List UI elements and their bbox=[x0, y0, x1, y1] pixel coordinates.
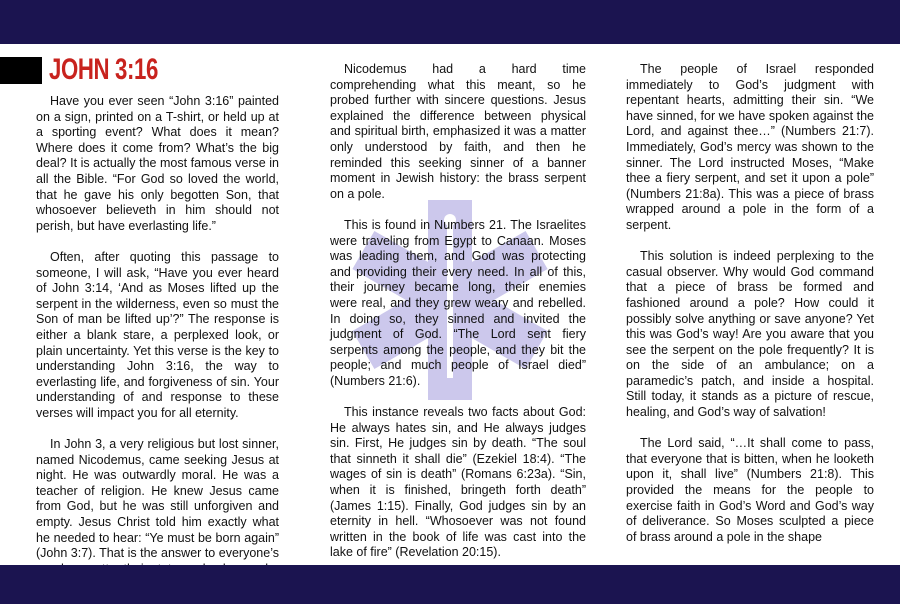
paragraph: The people of Israel responded immediately to God’s judgment with repentant hearts, admitting their sin. “We have sinned, for we have spoken against the Lord, and against thee…” (Numbers 21:7). Immediately, God’s mercy was shown to the sinner. The Lord instructed Moses, “Make thee a fiery serpent, and set it upon a pole” (Numbers 21:8a). This was a piece of brass wrapped around a pole in the form of a serpent. bbox=[626, 62, 874, 232]
paragraph: The Lord said, “…It shall come to pass, that everyone that is bitten, when he looketh upon it, shall live” (Numbers 21:8). This provided the means for the people to exercise faith in God’s Word and God’s way of deliverance. So Moses sculpted a piece of brass around a pole in the shape bbox=[626, 436, 874, 544]
paragraph: Often, after quoting this passage to someone, I will ask, “Have you ever heard of John 3:14, ‘And as Moses lifted up the serpent in the wilderness, even so must the Son of man be lifted up’?” The response is either a blank stare, a perplexed look, or plain uncertainty. Yet this verse is the key to understanding John 3:16, the way to everlasting life, and forgiveness of sin. Your understanding of and response to these verses will impact you for all eternity. bbox=[36, 249, 279, 420]
column-1 bbox=[36, 94, 279, 577]
column-3 bbox=[626, 62, 874, 545]
title-marker-block bbox=[0, 57, 42, 84]
top-band bbox=[0, 0, 900, 44]
paragraph: Nicodemus had a hard time comprehending what this meant, so he probed further with sincere questions. Jesus explained the difference between physical and spiritual birth, emphasized it was a matter only understood by faith, and then he reminded this seeking sinner of a banner moment in Jewish history: the brass serpent on a pole. bbox=[330, 62, 586, 201]
paragraph: Have you ever seen “John 3:16” painted on a sign, printed on a T-shirt, or held up at a sporting event? What does it mean? Where does it come from? What’s the big deal? It is actually the most famous verse in all the Bible. “For God so loved the world, that he gave his only begotten Son, that whosoever believeth in him should not perish, but have everlasting life.” bbox=[36, 94, 279, 233]
paragraph: This is found in Numbers 21. The Israelites were traveling from Egypt to Canaan. Moses was leading them, and God was protecting and providing their every need. In all of this, their journey became long, their enemies were real, and they grew weary and rebelled. In doing so, they sinned and invited the judgment of God. “The Lord sent fiery serpents among the people, and they bit the people; and much people of Israel died” (Numbers 21:6). bbox=[330, 217, 586, 388]
paragraph: In John 3, a very religious but lost sinner, named Nicodemus, came seeking Jesus at night. He was outwardly moral. He was a teacher of religion. He knew Jesus came from God, but he was still unforgiven and empty. Jesus Christ told him exactly what he needed to hear: “Ye must be born again” (John 3:7). That is the answer to everyone’s bbox=[36, 437, 279, 561]
page-title: JOHN 3:16 bbox=[49, 53, 158, 86]
bottom-band bbox=[0, 565, 900, 604]
paragraph: This instance reveals two facts about God: He always hates sin, and He always judges sin. First, He judges sin by death. “The soul that sinneth it shall die” (Ezekiel 18:4). “The wages of sin is death” (Romans 6:23a). “Sin, when it is finished, bringeth forth death” (James 1:15). Finally, God judges sin by an eternity in hell. “Whosoever was not found written in the book of life was cast into the lake of fire” (Revelation 20:15). bbox=[330, 405, 586, 560]
column-2 bbox=[330, 62, 586, 561]
paragraph: This solution is indeed perplexing to the casual observer. Why would God command that a piece of brass be formed and fashioned around a pole? How could it possibly solve anything or save anyone? Yet this was God’s way! Are you aware that you see the serpent on the pole frequently? It is on the side of an ambulance; on a paramedic’s patch, and inside a hospital. Still today, it stands as a picture of rescue, healing, and God’s way of salvation! bbox=[626, 249, 874, 420]
